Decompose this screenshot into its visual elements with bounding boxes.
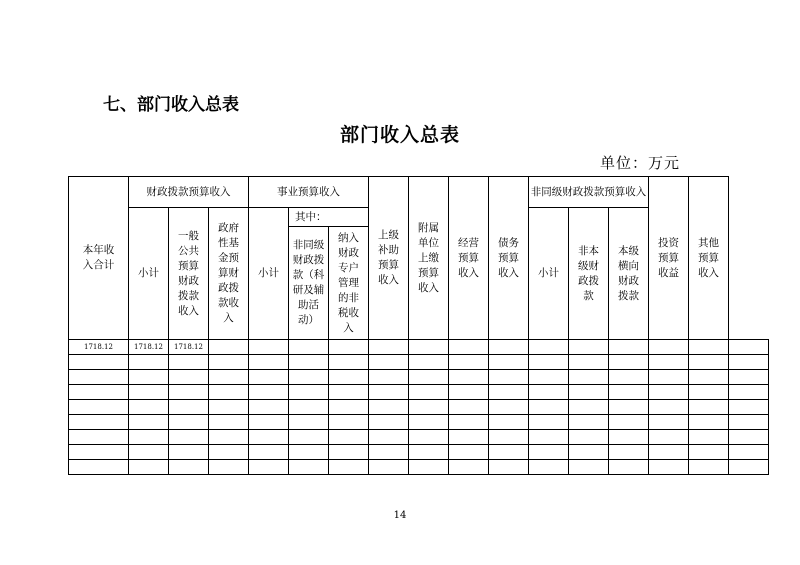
table-cell <box>689 400 729 415</box>
header-investment: 投资预算收益 <box>649 177 689 340</box>
table-cell <box>529 415 569 430</box>
header-debt: 债务预算收入 <box>489 177 529 340</box>
header-upper-subsidy: 上级补助预算收入 <box>369 177 409 340</box>
table-cell <box>289 415 329 430</box>
header-of-which: 其中： <box>289 208 369 227</box>
table-cell <box>369 445 409 460</box>
table-cell <box>689 385 729 400</box>
table-cell <box>649 460 689 475</box>
table-cell <box>289 355 329 370</box>
table-cell <box>489 460 529 475</box>
table-cell <box>689 370 729 385</box>
table-cell <box>69 400 129 415</box>
header-nonlocal: 非本级财政拨款 <box>569 208 609 340</box>
table-cell <box>289 370 329 385</box>
table-cell <box>729 370 769 385</box>
table-cell <box>529 460 569 475</box>
table-cell <box>609 445 649 460</box>
table-cell <box>569 385 609 400</box>
table-cell <box>209 355 249 370</box>
table-cell <box>129 355 169 370</box>
table-cell <box>369 370 409 385</box>
table-cell <box>129 445 169 460</box>
table-cell <box>609 355 649 370</box>
table-cell <box>449 460 489 475</box>
table-cell <box>169 415 209 430</box>
table-cell <box>329 460 369 475</box>
table-cell <box>529 400 569 415</box>
table-cell <box>609 385 649 400</box>
table-cell <box>209 385 249 400</box>
table-cell <box>489 340 529 355</box>
table-cell <box>649 400 689 415</box>
table-row <box>69 460 769 475</box>
table-cell <box>529 355 569 370</box>
table-cell <box>489 370 529 385</box>
table-cell <box>169 385 209 400</box>
table-cell <box>729 415 769 430</box>
table-cell <box>69 445 129 460</box>
table-cell <box>329 385 369 400</box>
table-cell <box>409 445 449 460</box>
table-cell <box>409 400 449 415</box>
table-cell <box>529 340 569 355</box>
table-cell <box>369 340 409 355</box>
table-cell <box>249 370 289 385</box>
table-cell <box>449 400 489 415</box>
table-cell <box>289 430 329 445</box>
table-cell <box>449 385 489 400</box>
table-cell: 1718.12 <box>169 340 209 355</box>
table-row <box>69 415 769 430</box>
table-cell <box>69 415 129 430</box>
table-cell <box>209 445 249 460</box>
table-cell <box>729 460 769 475</box>
table-cell <box>729 385 769 400</box>
table-row <box>69 340 769 355</box>
header-business-subtotal: 小计 <box>249 208 289 340</box>
table-row <box>69 370 769 385</box>
table-row <box>69 400 769 415</box>
table-cell <box>369 415 409 430</box>
table-cell <box>649 385 689 400</box>
table-cell <box>129 385 169 400</box>
income-summary-table <box>68 176 769 475</box>
table-cell <box>409 385 449 400</box>
table-cell <box>529 430 569 445</box>
table-cell <box>369 355 409 370</box>
table-cell <box>649 370 689 385</box>
table-cell <box>569 445 609 460</box>
table-cell <box>209 415 249 430</box>
table-row <box>69 355 769 370</box>
table-cell <box>689 340 729 355</box>
table-cell <box>649 415 689 430</box>
table-cell <box>169 370 209 385</box>
table-cell <box>409 355 449 370</box>
table-row <box>69 385 769 400</box>
table-cell <box>529 385 569 400</box>
table-cell <box>489 430 529 445</box>
header-special-account: 纳入财政专户管理的非税收入 <box>329 227 369 340</box>
table-cell <box>569 370 609 385</box>
table-cell <box>569 355 609 370</box>
table-cell: 1718.12 <box>129 340 169 355</box>
table-cell <box>129 460 169 475</box>
table-cell <box>729 355 769 370</box>
table-cell <box>289 445 329 460</box>
table-cell <box>289 340 329 355</box>
table-cell <box>489 355 529 370</box>
table-cell <box>249 340 289 355</box>
table-cell <box>729 430 769 445</box>
table-cell <box>649 445 689 460</box>
table-cell <box>129 370 169 385</box>
table-cell <box>69 355 129 370</box>
table-cell <box>249 355 289 370</box>
table-cell <box>729 445 769 460</box>
header-row-1 <box>69 177 769 208</box>
header-operating: 经营预算收入 <box>449 177 489 340</box>
table-cell <box>369 400 409 415</box>
table-cell <box>529 445 569 460</box>
section-title: 七、部门收入总表 <box>103 95 239 115</box>
table-cell <box>609 340 649 355</box>
table-cell <box>569 340 609 355</box>
table-cell <box>489 445 529 460</box>
table-cell <box>209 340 249 355</box>
header-general-public: 一般公共预算财政拨款收入 <box>169 208 209 340</box>
table-cell <box>689 355 729 370</box>
table-cell <box>449 445 489 460</box>
header-nonsame-group: 非同级财政拨款预算收入 <box>529 177 649 208</box>
header-fiscal-subtotal: 小计 <box>129 208 169 340</box>
header-affiliated-turnover: 附属单位上缴预算收入 <box>409 177 449 340</box>
table-cell <box>449 355 489 370</box>
table-cell <box>609 400 649 415</box>
table-cell <box>69 370 129 385</box>
document-title: 部门收入总表 <box>339 124 460 146</box>
table-cell <box>249 400 289 415</box>
table-cell <box>249 460 289 475</box>
table-cell <box>129 430 169 445</box>
table-cell <box>329 355 369 370</box>
table-cell <box>649 340 689 355</box>
table-cell <box>169 400 209 415</box>
table-cell <box>609 430 649 445</box>
table-cell <box>369 460 409 475</box>
table-cell <box>689 445 729 460</box>
table-cell <box>489 415 529 430</box>
table-cell <box>689 430 729 445</box>
table-cell <box>409 460 449 475</box>
table-cell <box>449 340 489 355</box>
table-cell <box>569 400 609 415</box>
table-cell <box>69 460 129 475</box>
header-gov-fund: 政府性基金预算财政拨款收入 <box>209 208 249 340</box>
table-cell <box>329 430 369 445</box>
table-cell <box>209 460 249 475</box>
table-cell <box>169 430 209 445</box>
header-other: 其他预算收入 <box>689 177 729 340</box>
table-cell <box>169 445 209 460</box>
table-cell <box>649 430 689 445</box>
table-cell <box>649 355 689 370</box>
header-fiscal-group: 财政拨款预算收入 <box>129 177 249 208</box>
table-cell <box>409 430 449 445</box>
table-body <box>69 340 769 475</box>
header-total: 本年收入合计 <box>69 177 129 340</box>
header-horizontal: 本级横向财政拨款 <box>609 208 649 340</box>
header-nonsame-subtotal: 小计 <box>529 208 569 340</box>
page-number: 14 <box>393 510 407 521</box>
table-cell <box>449 415 489 430</box>
table-row <box>69 430 769 445</box>
table-cell <box>489 400 529 415</box>
table-cell <box>169 355 209 370</box>
table-cell <box>129 400 169 415</box>
table-cell <box>129 415 169 430</box>
header-nonsame-research: 非同级财政拨款（科研及辅助活动） <box>289 227 329 340</box>
table-cell <box>169 460 209 475</box>
table-cell <box>329 415 369 430</box>
table-row <box>69 445 769 460</box>
table-cell <box>689 460 729 475</box>
table-cell <box>209 430 249 445</box>
table-cell <box>329 400 369 415</box>
table-cell <box>409 415 449 430</box>
table-cell <box>289 400 329 415</box>
table-cell <box>69 385 129 400</box>
table-cell <box>249 445 289 460</box>
table-cell <box>369 430 409 445</box>
table-cell <box>249 415 289 430</box>
table-cell <box>489 385 529 400</box>
table-cell <box>209 400 249 415</box>
table-cell <box>569 460 609 475</box>
table-cell <box>329 370 369 385</box>
table-cell <box>209 370 249 385</box>
table-cell: 1718.12 <box>69 340 129 355</box>
table-cell <box>329 445 369 460</box>
table-cell <box>689 415 729 430</box>
table-cell <box>529 370 569 385</box>
table-cell <box>369 385 409 400</box>
table-cell <box>729 400 769 415</box>
table-cell <box>329 340 369 355</box>
unit-label: 单位：万元 <box>600 154 681 172</box>
table-cell <box>409 340 449 355</box>
header-business-group: 事业预算收入 <box>249 177 369 208</box>
table-cell <box>409 370 449 385</box>
table-cell <box>69 430 129 445</box>
table-cell <box>729 340 769 355</box>
table-cell <box>609 415 649 430</box>
table-cell <box>249 430 289 445</box>
table-cell <box>609 460 649 475</box>
table-cell <box>569 415 609 430</box>
table-cell <box>449 370 489 385</box>
table-cell <box>289 385 329 400</box>
table-cell <box>249 385 289 400</box>
table-cell <box>289 460 329 475</box>
table-cell <box>449 430 489 445</box>
table-cell <box>569 430 609 445</box>
table-cell <box>609 370 649 385</box>
